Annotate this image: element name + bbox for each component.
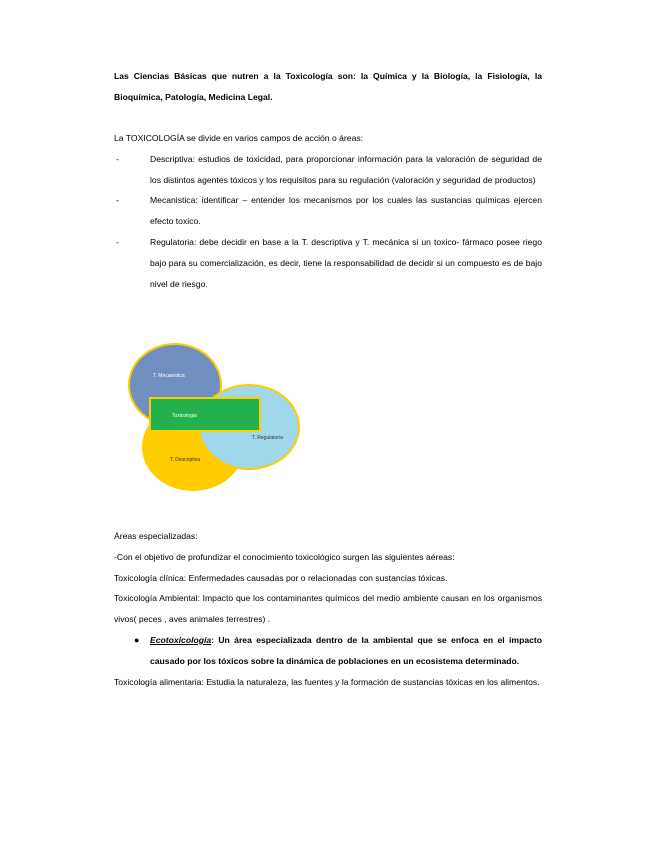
- area-ambiental: Toxicología Ambiental: Impacto que los contaminantes químicos del medio ambiente causan en los organismos vivos( peces , aves animales terrestres) .: [114, 593, 542, 625]
- area-alimentaria: Toxicología alimentaria: Estudia la naturaleza, las fuentes y la formación de sustancias tóxicas en los alimentos.: [114, 676, 540, 687]
- area-clinica: Toxicología clínica: Enfermedades causadas por o relacionadas con sustancias tóxicas.: [114, 572, 448, 583]
- field-item-regulatoria: [114, 232, 542, 294]
- field-item-mecanistica: [114, 190, 542, 232]
- venn-svg: [120, 335, 310, 495]
- toxicology-venn-diagram: [120, 335, 310, 495]
- intro-section: [114, 66, 542, 108]
- field-text-descriptiva: Descriptiva: estudios de toxicidad, para proporcionar información para la valoración de seguridad de los distintos agentes tóxicos y los requisitos para su regulación (valoración y seguridad de productos): [150, 153, 542, 185]
- ecotoxicologia-description: : Un área especializada dentro de la ambiental que se enfoca en el impacto causado por los tóxicos sobre la dinámica de poblaciones en un ecosistema determinado.: [150, 634, 542, 666]
- ecotoxicologia-text: [150, 630, 542, 672]
- areas-section: [114, 526, 542, 692]
- dash-marker: -: [116, 195, 119, 206]
- label-regulatoria: T. Regulatoria: [252, 435, 283, 441]
- bullet-marker: ●: [134, 634, 140, 645]
- label-center: Toxicologia: [172, 413, 197, 419]
- intro-paragraph: Las Ciencias Básicas que nutren a la Toxicología son: la Química y la Biología, la Fisiología, la Bioquímica, Patología, Medicina Legal.: [114, 71, 542, 102]
- label-mecanistica: T. Mecanistica: [153, 373, 185, 379]
- field-text-regulatoria: Regulatoria: debe decidir en base a la T. descriptiva y T. mecánica si un toxico- fármaco posee riego bajo para su comercialización, es decir, tiene la responsabilidad de decidir si un compuesto es de bajo nivel de riesgo.: [150, 236, 542, 289]
- label-descriptiva: T. Descriptiva: [170, 457, 201, 463]
- fields-heading: La TOXICOLOGÍA se divide en varios campos de acción o áreas:: [114, 133, 364, 143]
- field-item-descriptiva: [114, 149, 542, 191]
- field-text-mecanistica: Mecanistica: identificar – entender los mecanismos por los cuales las sustancias químicas ejercen efecto toxico.: [150, 195, 542, 227]
- areas-heading: Áreas especializadas:: [114, 531, 198, 541]
- dash-marker: -: [116, 236, 119, 247]
- area-ecotoxicologia: [114, 630, 542, 672]
- dash-marker: -: [116, 153, 119, 164]
- ecotoxicologia-term: Ecotoxicología: [150, 634, 212, 645]
- areas-intro: -Con el objetivo de profundizar el conocimiento toxicológico surgen las siguientes aéreas:: [114, 551, 455, 562]
- center-box-toxicologia: [150, 398, 260, 431]
- fields-section: [114, 128, 542, 294]
